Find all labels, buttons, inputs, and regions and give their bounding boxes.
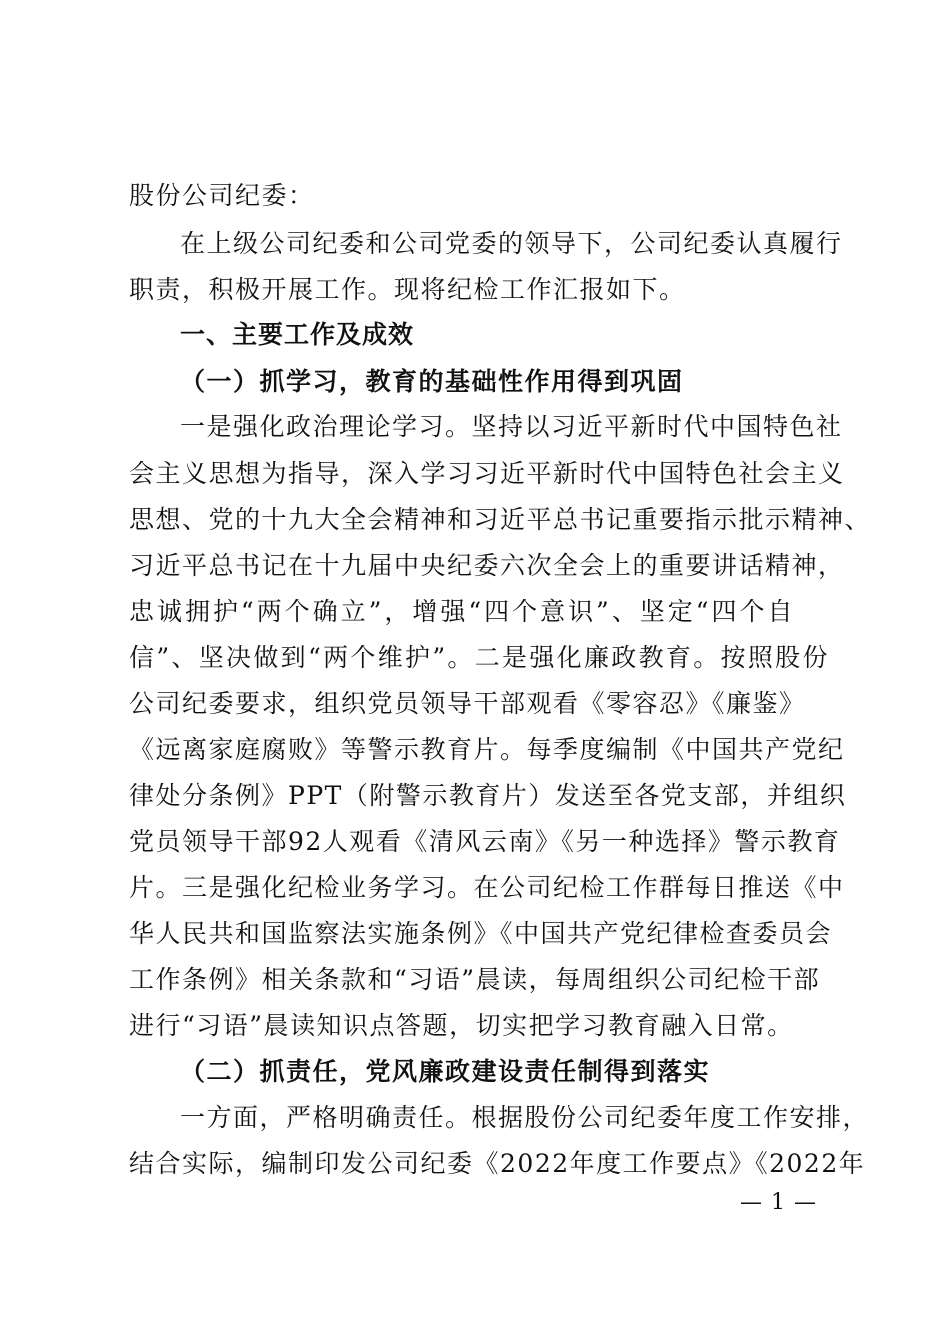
paragraph-line: 会主义思想为指导，深入学习习近平新时代中国特色社会主义 xyxy=(129,459,845,488)
paragraph-line: 片。三是强化纪检业务学习。在公司纪检工作群每日推送《中 xyxy=(129,873,845,902)
paragraph-line: 华人民共和国监察法实施条例》《中国共产党纪律检查委员会 xyxy=(129,919,833,948)
intro-line-2: 职责，积极开展工作。现将纪检工作汇报如下。 xyxy=(129,275,686,304)
paragraph-line: 一是强化政治理论学习。坚持以习近平新时代中国特色社 xyxy=(180,412,843,441)
paragraph-line: 进行“习语”晨读知识点答题，切实把学习教育融入日常。 xyxy=(129,1011,794,1040)
paragraph-line: 党员领导干部92人观看《清风云南》《另一种选择》警示教育 xyxy=(129,827,841,856)
page-number: — 1 — xyxy=(740,1190,817,1215)
paragraph-line: 公司纪委要求，组织党员领导干部观看《零容忍》《廉鉴》 xyxy=(129,689,806,718)
salutation: 股份公司纪委： xyxy=(129,181,315,210)
subsection-heading-2: （二）抓责任，党风廉政建设责任制得到落实 xyxy=(180,1057,711,1086)
subsection-heading-1: （一）抓学习，教育的基础性作用得到巩固 xyxy=(180,367,684,396)
paragraph-line: 一方面，严格明确责任。根据股份公司纪委年度工作安排， xyxy=(180,1103,870,1132)
section-heading: 一、主要工作及成效 xyxy=(180,320,415,349)
paragraph-line: 思想、党的十九大全会精神和习近平总书记重要指示批示精神、 xyxy=(129,505,872,534)
paragraph-line: 工作条例》相关条款和“习语”晨读，每周组织公司纪检干部 xyxy=(129,965,821,994)
paragraph-line: 结合实际，编制印发公司纪委《2022年度工作要点》《2022年 xyxy=(129,1149,866,1178)
paragraph-line: 律处分条例》PPT（附警示教育片）发送至各党支部，并组织 xyxy=(129,781,847,810)
paragraph-line: 忠诚拥护“两个确立”，增强“四个意识”、坚定“四个自 xyxy=(129,597,794,626)
paragraph-line: 《远离家庭腐败》等警示教育片。每季度编制《中国共产党纪 xyxy=(129,735,845,764)
paragraph-line: 信”、坚决做到“两个维护”。二是强化廉政教育。按照股份 xyxy=(129,643,829,672)
paragraph-line: 习近平总书记在十九届中央纪委六次全会上的重要讲话精神， xyxy=(129,551,845,580)
intro-line-1: 在上级公司纪委和公司党委的领导下，公司纪委认真履行 xyxy=(180,229,843,258)
